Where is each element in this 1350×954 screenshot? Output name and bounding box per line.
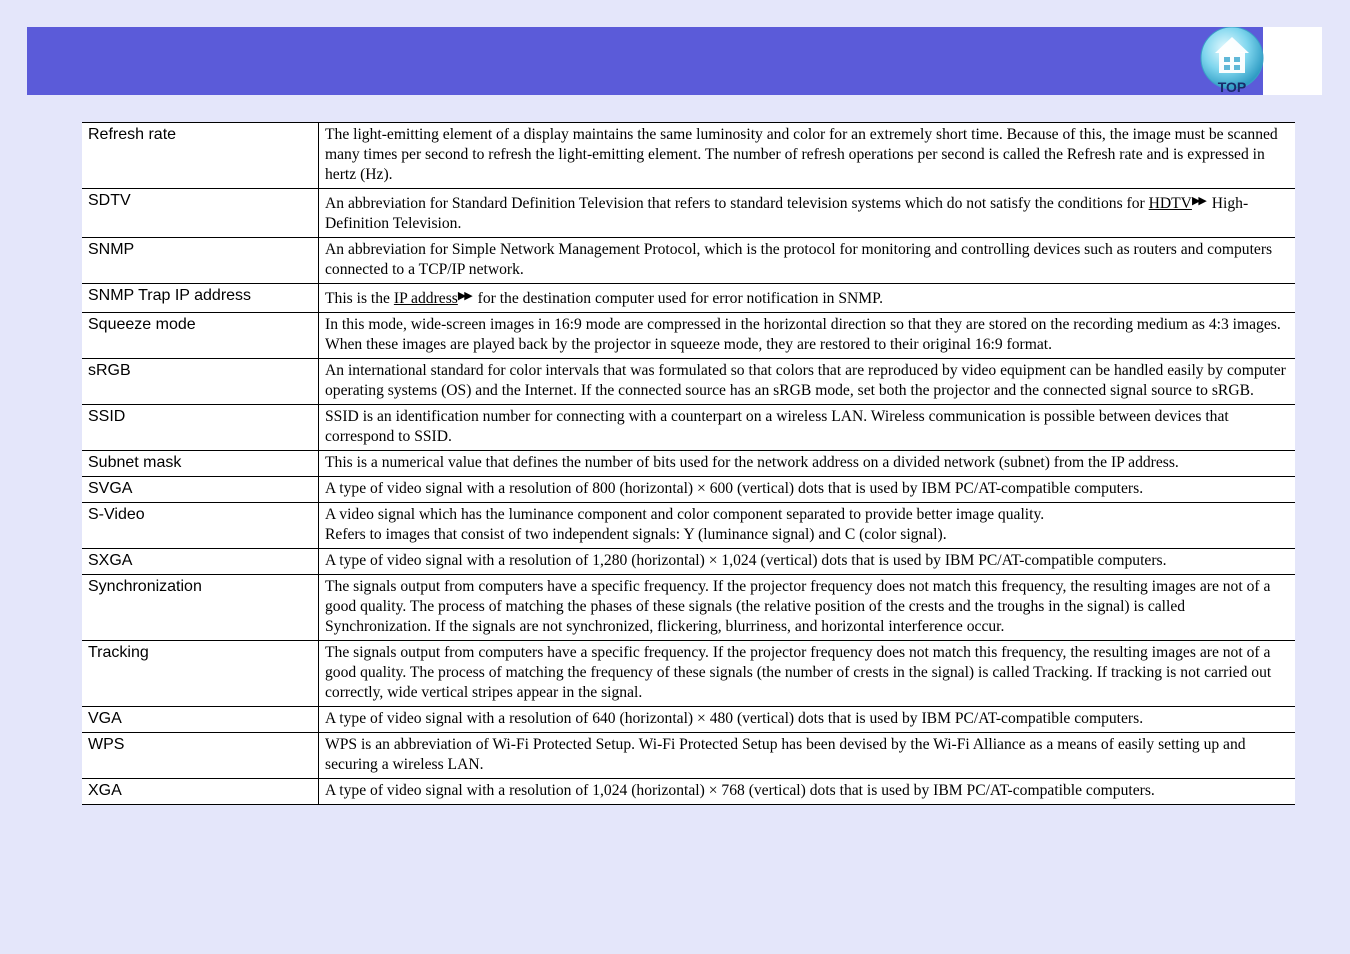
- header-right-panel: [1263, 27, 1322, 95]
- glossary-term: Refresh rate: [82, 123, 319, 189]
- glossary-term: Tracking: [82, 641, 319, 707]
- glossary-term: SSID: [82, 405, 319, 451]
- table-row: [82, 123, 1295, 189]
- table-row: [82, 405, 1295, 451]
- glossary-definition: [319, 238, 1296, 284]
- glossary-table: [82, 122, 1295, 805]
- glossary-definition: [319, 405, 1296, 451]
- definition-text: In this mode, wide-screen images in 16:9 mode are compressed in the horizontal direction so that they are stored on the recording medium as 4:3 images.: [325, 316, 1281, 333]
- table-row: [82, 189, 1295, 238]
- link-arrow-icon[interactable]: ▶▶: [1191, 195, 1205, 207]
- table-row: [82, 575, 1295, 641]
- glossary-link[interactable]: IP address: [393, 290, 458, 307]
- glossary-term: S-Video: [82, 503, 319, 549]
- definition-text: An abbreviation for Standard Definition Television that refers to standard television systems which do not satisfy the conditions for: [325, 195, 1149, 212]
- glossary-term: SVGA: [82, 477, 319, 503]
- glossary-definition: [319, 549, 1296, 575]
- definition-text: A type of video signal with a resolution of 1,024 (horizontal) × 768 (vertical) dots that is used by IBM PC/AT-compatible computers.: [325, 782, 1155, 799]
- table-row: [82, 779, 1295, 805]
- glossary-definition: [319, 477, 1296, 503]
- table-row: [82, 284, 1295, 313]
- table-row: [82, 733, 1295, 779]
- table-row: [82, 707, 1295, 733]
- glossary-term: SDTV: [82, 189, 319, 238]
- glossary-term: sRGB: [82, 359, 319, 405]
- table-row: [82, 238, 1295, 284]
- table-row: [82, 359, 1295, 405]
- definition-text: A type of video signal with a resolution of 1,280 (horizontal) × 1,024 (vertical) dots that is used by IBM PC/AT-compatible computers.: [325, 552, 1167, 569]
- definition-text: This is a numerical value that defines the number of bits used for the network address on a divided network (subnet) from the IP address.: [325, 454, 1179, 471]
- glossary-definition: [319, 707, 1296, 733]
- glossary-term: VGA: [82, 707, 319, 733]
- glossary-definition: [319, 359, 1296, 405]
- definition-text: The light-emitting element of a display maintains the same luminosity and color for an extremely short time. Because of this, the image must be scanned many times per second to refresh the light-emitting element. The number of refresh operations per second is called the Refresh rate and is expressed in hertz (Hz).: [325, 126, 1278, 183]
- glossary-term: Synchronization: [82, 575, 319, 641]
- glossary-term: Squeeze mode: [82, 313, 319, 359]
- glossary-definition: [319, 641, 1296, 707]
- glossary-term: Subnet mask: [82, 451, 319, 477]
- glossary-definition: [319, 779, 1296, 805]
- top-button[interactable]: [1199, 27, 1265, 95]
- definition-text: This is the: [325, 290, 394, 307]
- table-row: [82, 641, 1295, 707]
- glossary-definition: [319, 451, 1296, 477]
- glossary-definition: [319, 189, 1296, 238]
- definition-text: A type of video signal with a resolution of 800 (horizontal) × 600 (vertical) dots that is used by IBM PC/AT-compatible computers.: [325, 480, 1144, 497]
- table-row: [82, 313, 1295, 359]
- glossary-definition: [319, 503, 1296, 549]
- definition-text: WPS is an abbreviation of Wi-Fi Protected Setup. Wi-Fi Protected Setup has been devised by the Wi-Fi Alliance as a means of easily setting up and securing a wireless LAN.: [325, 736, 1246, 773]
- definition-text: When these images are played back by the projector in squeeze mode, they are restored to their original 16:9 format.: [325, 336, 1052, 353]
- glossary-term: SNMP: [82, 238, 319, 284]
- header-bar: [27, 27, 1263, 95]
- definition-text: An abbreviation for Simple Network Management Protocol, which is the protocol for monitoring and controlling devices such as routers and computers connected to a TCP/IP network.: [325, 241, 1273, 278]
- top-label: TOP: [1217, 79, 1247, 95]
- glossary-term: WPS: [82, 733, 319, 779]
- glossary-definition: [319, 313, 1296, 359]
- glossary-term: SXGA: [82, 549, 319, 575]
- definition-text: for the destination computer used for error notification in SNMP.: [473, 290, 884, 307]
- definition-text: An international standard for color intervals that was formulated so that colors that are reproduced by video equipment can be handled easily by computer operating systems (OS) and the Internet. If the connected source has an sRGB mode, set both the projector and the connected signal source to sRGB.: [325, 362, 1286, 399]
- definition-text: SSID is an identification number for connecting with a counterpart on a wireless LAN. Wireless communication is possible between devices that correspond to SSID.: [325, 408, 1229, 445]
- glossary-definition: [319, 123, 1296, 189]
- glossary-link[interactable]: HDTV: [1148, 195, 1192, 212]
- definition-text: A video signal which has the luminance component and color component separated to provide better image quality.: [325, 506, 1045, 523]
- table-row: [82, 451, 1295, 477]
- table-row: [82, 503, 1295, 549]
- table-row: [82, 477, 1295, 503]
- link-arrow-icon[interactable]: ▶▶: [457, 290, 471, 302]
- definition-text: The signals output from computers have a specific frequency. If the projector frequency does not match this frequency, the resulting images are not of a good quality. The process of matching the frequency of these signals (the number of crests in the signal) is called Tracking. If tracking is not carried out correctly, wide vertical stripes appear in the signal.: [325, 644, 1272, 701]
- glossary-term: XGA: [82, 779, 319, 805]
- table-row: [82, 549, 1295, 575]
- glossary-definition: [319, 733, 1296, 779]
- definition-text: A type of video signal with a resolution of 640 (horizontal) × 480 (vertical) dots that is used by IBM PC/AT-compatible computers.: [325, 710, 1144, 727]
- glossary-term: SNMP Trap IP address: [82, 284, 319, 313]
- glossary-definition: [319, 575, 1296, 641]
- definition-text: High-Definition Television.: [325, 195, 1249, 232]
- definition-text: The signals output from computers have a specific frequency. If the projector frequency does not match this frequency, the resulting images are not of a good quality. The process of matching the phases of these signals (the relative position of the crests and the troughs in the signal) is called Synchronization. If the signals are not synchronized, flickering, blurriness, and horizontal interference occur.: [325, 578, 1271, 635]
- glossary-definition: [319, 284, 1296, 313]
- definition-text: Refers to images that consist of two independent signals: Y (luminance signal) and C (color signal).: [325, 526, 947, 543]
